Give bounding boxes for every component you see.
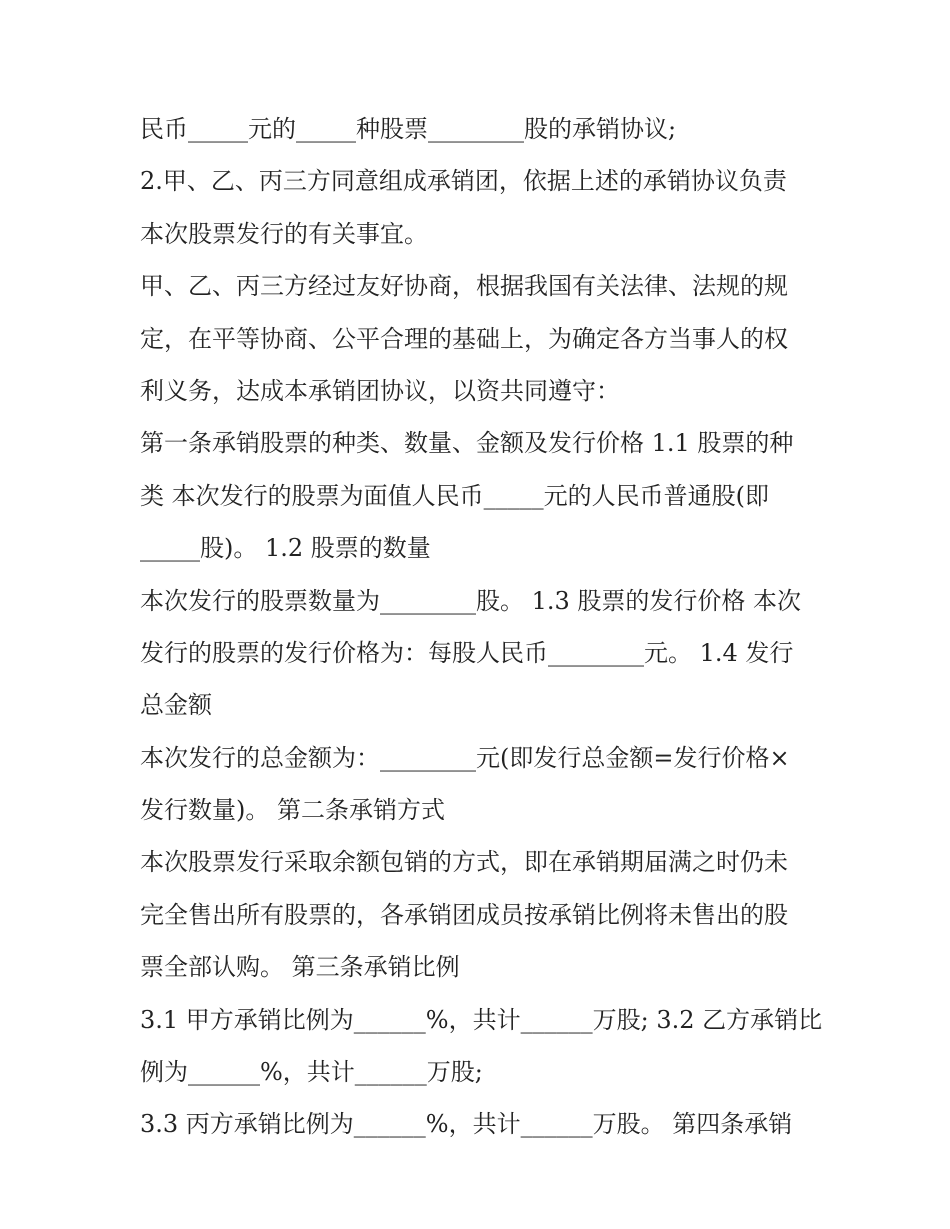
text-line: 利义务，达成本承销团协议，以资共同遵守： <box>140 376 620 405</box>
text-line: 3.3 丙方承销比例为______%，共计______万股。 第四条承销 <box>140 1110 793 1139</box>
text-line: 发行的股票的发行价格为：每股人民币________元。 1.4 发行 <box>140 638 794 667</box>
document-body <box>140 103 830 1151</box>
text-line: 第一条承销股票的种类、数量、金额及发行价格 1.1 股票的种 <box>140 429 794 458</box>
text-line: _____股)。 1.2 股票的数量 <box>140 534 431 563</box>
text-line: 甲、乙、丙三方经过友好协商，根据我国有关法律、法规的规 <box>140 272 788 301</box>
text-line: 本次发行的股票数量为________股。 1.3 股票的发行价格 本次 <box>140 586 802 615</box>
text-line: 票全部认购。 第三条承销比例 <box>140 953 460 982</box>
text-line: 3.1 甲方承销比例为______%，共计______万股; 3.2 乙方承销比 <box>140 1005 823 1034</box>
text-line: 2.甲、乙、丙三方同意组成承销团，依据上述的承销协议负责 <box>140 167 787 196</box>
text-line: 类 本次发行的股票为面值人民币_____元的人民币普通股(即 <box>140 481 769 510</box>
text-line: 完全售出所有股票的，各承销团成员按承销比例将未售出的股 <box>140 900 788 929</box>
text-line: 本次股票发行的有关事宜。 <box>140 219 428 248</box>
text-line: 民币_____元的_____种股票________股的承销协议; <box>140 115 677 143</box>
text-line: 发行数量)。 第二条承销方式 <box>140 796 445 825</box>
text-line: 本次发行的总金额为：________元(即发行总金额=发行价格× <box>140 743 790 772</box>
text-line: 例为______%，共计______万股; <box>140 1058 483 1087</box>
text-line: 本次股票发行采取余额包销的方式，即在承销期届满之时仍未 <box>140 848 788 877</box>
text-line: 定，在平等协商、公平合理的基础上，为确定各方当事人的权 <box>140 324 788 353</box>
text-line: 总金额 <box>140 691 212 720</box>
